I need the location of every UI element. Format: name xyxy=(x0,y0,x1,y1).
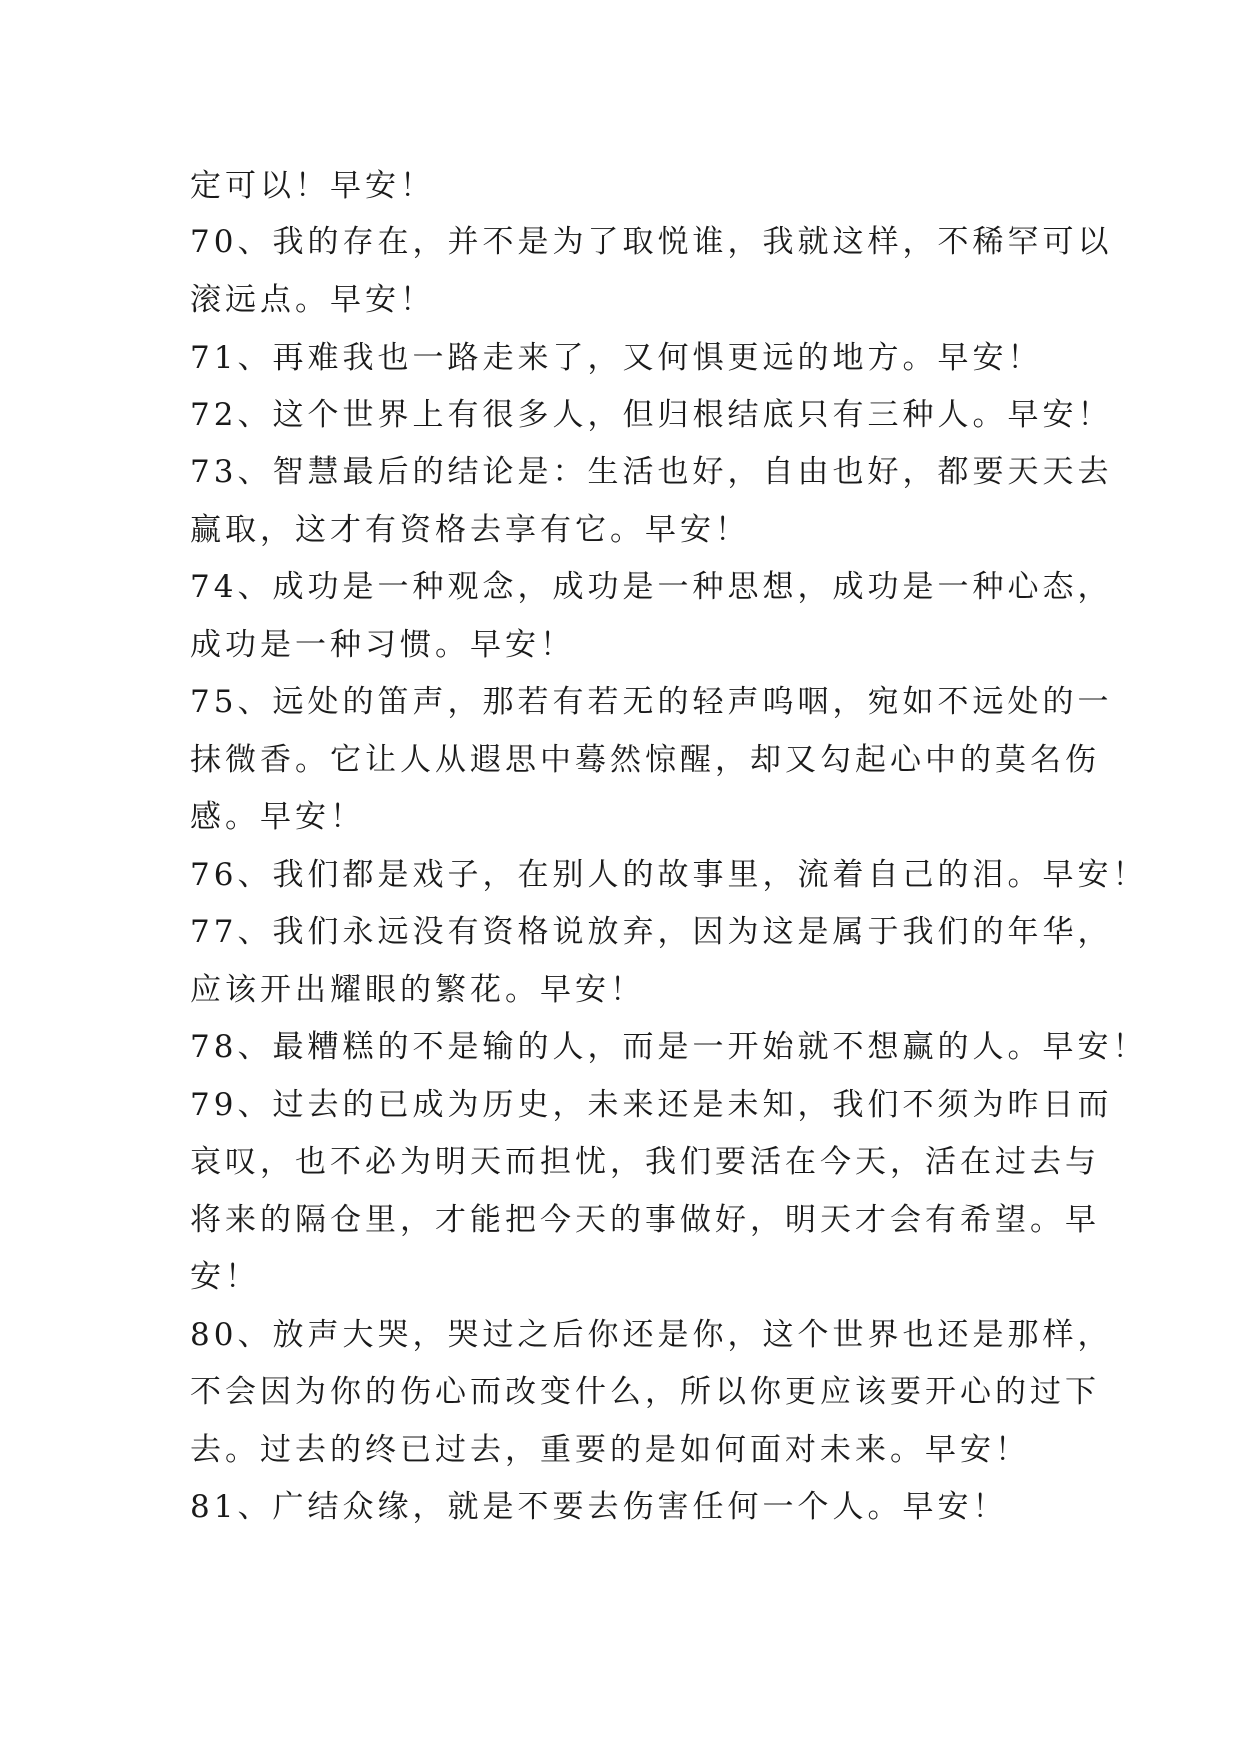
text-line: 定可以！早安！ xyxy=(190,168,435,204)
text-line: 安！ xyxy=(190,1259,260,1295)
text-line: 哀叹，也不必为明天而担忧，我们要活在今天，活在过去与 xyxy=(190,1144,1100,1180)
text-line: 73、智慧最后的结论是：生活也好，自由也好，都要天天去 xyxy=(190,454,1113,490)
text-line: 77、我们永远没有资格说放弃，因为这是属于我们的年华， xyxy=(190,914,1113,950)
text-line: 赢取，这才有资格去享有它。早安！ xyxy=(190,512,750,548)
text-line: 75、远处的笛声，那若有若无的轻声呜咽，宛如不远处的一 xyxy=(190,684,1113,720)
text-line: 79、过去的已成为历史，未来还是未知，我们不须为昨日而 xyxy=(190,1087,1113,1123)
text-line: 感。早安！ xyxy=(190,799,365,835)
text-line: 71、再难我也一路走来了，又何惧更远的地方。早安！ xyxy=(190,340,1043,376)
text-line: 72、这个世界上有很多人，但归根结底只有三种人。早安！ xyxy=(190,397,1113,433)
text-line: 去。过去的终已过去，重要的是如何面对未来。早安！ xyxy=(190,1432,1030,1468)
text-line: 70、我的存在，并不是为了取悦谁，我就这样，不稀罕可以 xyxy=(190,224,1113,260)
text-line: 78、最糟糕的不是输的人，而是一开始就不想赢的人。早安！ xyxy=(190,1029,1148,1065)
text-line: 76、我们都是戏子，在别人的故事里，流着自己的泪。早安！ xyxy=(190,857,1148,893)
text-line: 滚远点。早安！ xyxy=(190,282,435,318)
text-line: 成功是一种习惯。早安！ xyxy=(190,627,575,663)
text-line: 应该开出耀眼的繁花。早安！ xyxy=(190,972,645,1008)
text-line: 81、广结众缘，就是不要去伤害任何一个人。早安！ xyxy=(190,1489,1008,1525)
text-line: 将来的隔仓里，才能把今天的事做好，明天才会有希望。早 xyxy=(190,1202,1100,1238)
text-line: 80、放声大哭，哭过之后你还是你，这个世界也还是那样， xyxy=(190,1317,1113,1353)
text-line: 74、成功是一种观念，成功是一种思想，成功是一种心态， xyxy=(190,569,1113,605)
text-line: 不会因为你的伤心而改变什么，所以你更应该要开心的过下 xyxy=(190,1374,1100,1410)
text-line: 抹微香。它让人从遐思中蓦然惊醒，却又勾起心中的莫名伤 xyxy=(190,742,1100,778)
